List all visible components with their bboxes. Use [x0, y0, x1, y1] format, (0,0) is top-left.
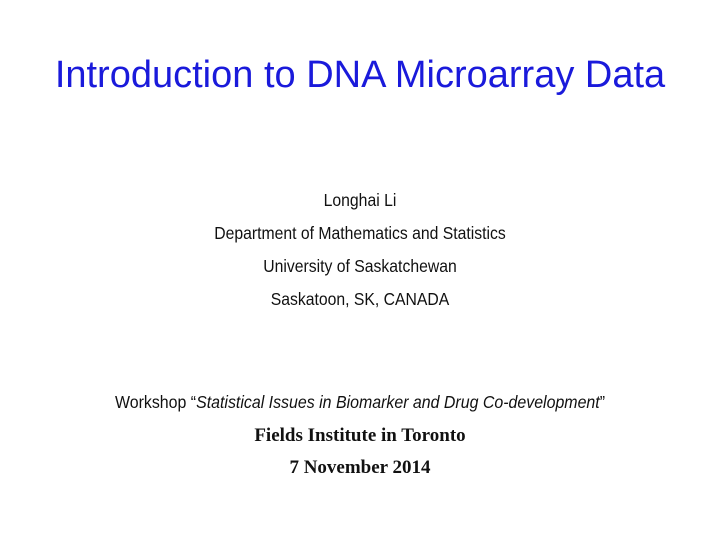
author-block — [20, 186, 700, 318]
author-location: Saskatoon, SK, CANADA — [270, 289, 450, 309]
workshop-line — [42, 389, 679, 415]
workshop-prefix: Workshop “ — [114, 392, 197, 412]
author-university: University of Saskatchewan — [263, 256, 457, 276]
author-department: Department of Mathematics and Statistics — [214, 223, 506, 243]
slide-title: Introduction to DNA Microarray Data — [54, 54, 666, 96]
workshop-suffix: ” — [599, 392, 606, 412]
workshop-name: Statistical Issues in Biomarker and Drug Co-development — [196, 392, 600, 412]
venue-date: 7 November 2014 — [289, 457, 431, 478]
venue-institute: Fields Institute in Toronto — [254, 425, 466, 446]
author-name: Longhai Li — [323, 190, 397, 210]
